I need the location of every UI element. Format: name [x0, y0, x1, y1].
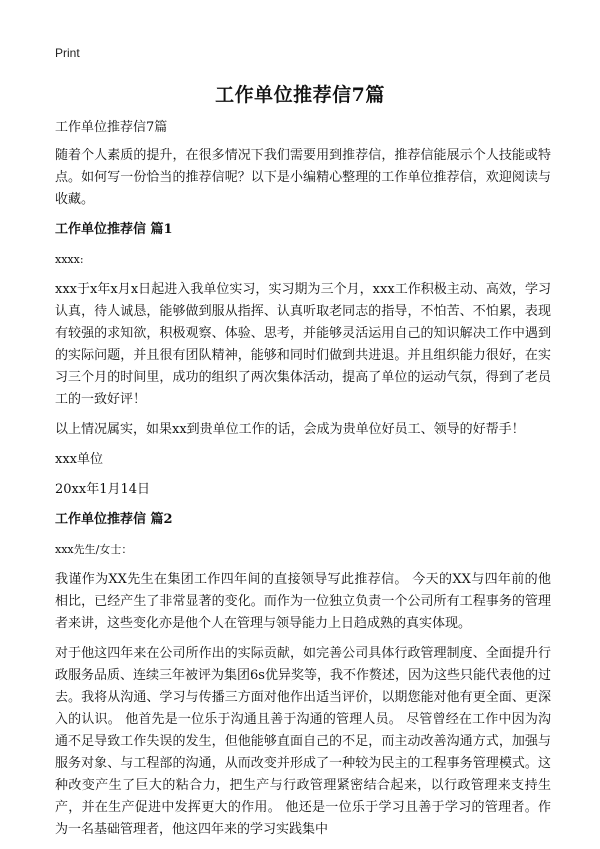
section2-heading: 工作单位推荐信 篇2 [55, 512, 173, 527]
section1-body: xxx于x年x月x日起进入我单位实习，实习期为三个月，xxx工作积极主动、高效，学习认真，待人诚恳，能够做到服从指挥、认真听取老同志的指导，不怕苦、不怕累，表现有较强的求知欲，积极观察、体验、思考，并能够灵活运用自己的知识解决工作中遇到的实际问题，并且很有团队精神，能够和同时们做到共进退。并且组织能力很好，在实习三个月的时间里，成功的组织了两次集体活动，提高了单位的运动气氛，得到了老员工的一致好评！ [55, 282, 552, 407]
section1-salutation: xxxx: [55, 253, 84, 266]
print-link[interactable]: Print [55, 46, 80, 60]
document-body [55, 117, 551, 849]
section1-closing: 以上情况属实，如果xx到贵单位工作的话，会成为贵单位好员工、领导的好帮手！ [55, 422, 525, 437]
page-title: 工作单位推荐信7篇 [215, 84, 385, 106]
section2-paragraph-1: 我谨作为XX先生在集团工作四年间的直接领导写此推荐信。 今天的XX与四年前的他相比，已经产生了非常显著的变化。而作为一位独立负责一个公司所有工程事务的管理者来讲，这些变化亦是他个人在管理与领导能力上日趋成熟的真实体现。 [55, 572, 551, 631]
section2-paragraph-2: 对于他这四年来在公司所作出的实际贡献，如完善公司具体行政管理制度、全面提升行政服务品质、连续三年被评为集团6s优异奖等，我不作赘述，因为这些只能代表他的过去。我将从沟通、学习与传播三方面对他作出适当评价，以期您能对他有更全面、更深入的认识。 他首先是一位乐于沟通且善于沟通的管理人员。 尽管曾经在工作中因为沟通不足导致工作失误的发生，但他能够直面自己的不足，而主动改善沟通方式，加强与服务对象、与工程部的沟通，从而改变并形成了一种较为民主的工程事务管理模式。这种改变产生了巨大的粘合力，把生产与行政管理紧密结合起来，以行政管理来支持生产，并在生产促进中发挥更大的作用。 他还是一位乐于学习且善于学习的管理者。作为一名基础管理者，他这四年来的学习实践集中 [55, 646, 551, 837]
section1-heading: 工作单位推荐信 篇1 [55, 222, 173, 237]
section2-salutation: xxx先生/女士： [55, 543, 133, 556]
document-subtitle: 工作单位推荐信7篇 [55, 120, 168, 135]
section1-date: 20xx年1月14日 [55, 482, 151, 497]
intro-paragraph: 随着个人素质的提升，在很多情况下我们需要用到推荐信，推荐信能展示个人技能或特点。如何写一份恰当的推荐信呢？以下是小编精心整理的工作单位推荐信，欢迎阅读与收藏。 [55, 148, 551, 207]
section1-org: xxx单位 [55, 452, 103, 467]
